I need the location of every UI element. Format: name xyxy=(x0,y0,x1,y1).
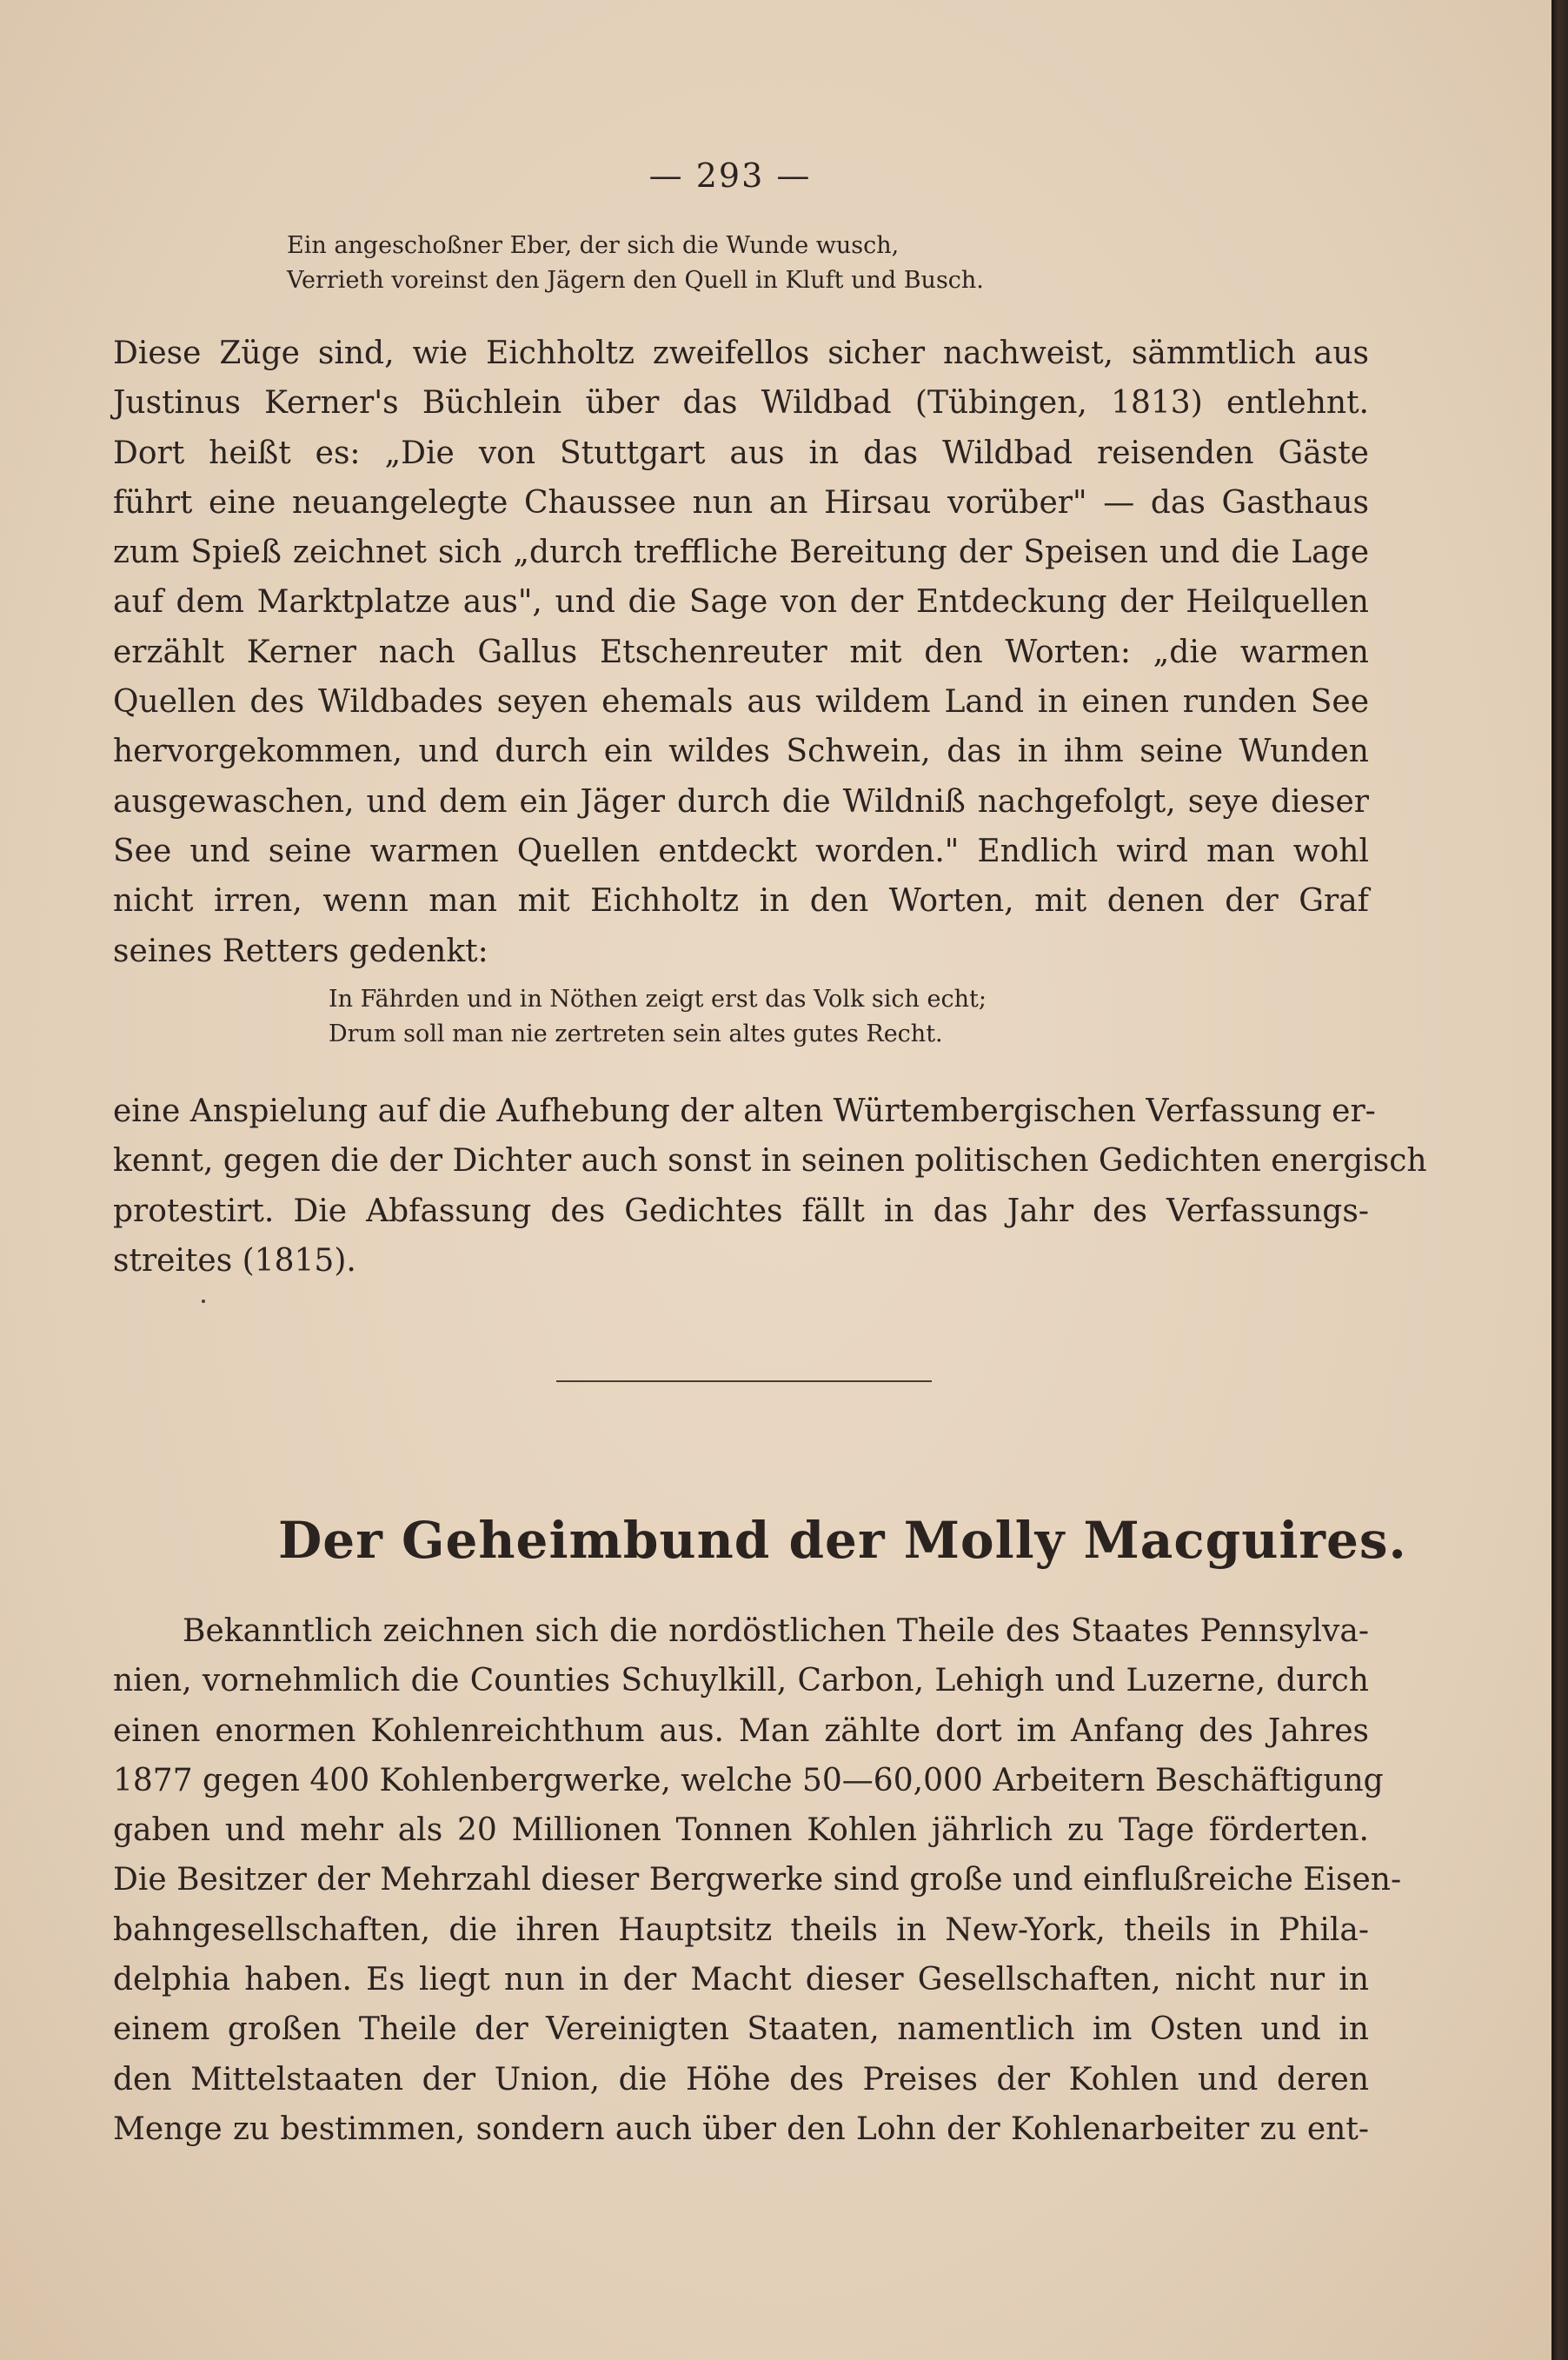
text-line: protestirt. Die Abfassung des Gedichtes fällt in das Jahr des Verfassungs- xyxy=(113,1193,1369,1229)
verse-quote-2 xyxy=(329,982,987,1052)
text-line: nicht irren, wenn man mit Eichholtz in den Worten, mit denen der Graf xyxy=(113,883,1369,920)
text-line: Justinus Kerner's Büchlein über das Wildbad (Tübingen, 1813) entlehnt. xyxy=(113,385,1369,422)
text-line: seines Retters gedenkt: xyxy=(113,933,488,969)
text-line: ausgewaschen, und dem ein Jäger durch die Wildniß nachgefolgt, seye dieser xyxy=(113,783,1369,820)
text-line: erzählt Kerner nach Gallus Etschenreuter mit den Worten: „die warmen xyxy=(113,634,1369,670)
ink-speck xyxy=(202,1300,205,1303)
text-line: See und seine warmen Quellen entdeckt worden." Endlich wird man wohl xyxy=(113,833,1369,869)
text-line: auf dem Marktplatze aus", und die Sage von der Entdeckung der Heilquellen xyxy=(113,584,1369,621)
verse-line: Ein angeschoßner Eber, der sich die Wunde wusch, xyxy=(287,232,900,259)
text-line: kennt, gegen die der Dichter auch sonst in seinen politischen Gedichten energisch xyxy=(113,1143,1427,1180)
text-line: Die Besitzer der Mehrzahl dieser Bergwerke sind große und einflußreiche Eisen- xyxy=(113,1862,1402,1898)
section-heading: Der Geheimbund der Molly Macguires. xyxy=(278,1511,1407,1570)
text-line: gaben und mehr als 20 Millionen Tonnen Kohlen jährlich zu Tage förderten. xyxy=(113,1812,1369,1849)
text-line: Quellen des Wildbades seyen ehemals aus wildem Land in einen runden See xyxy=(113,684,1369,721)
text-line: den Mittelstaaten der Union, die Höhe des Preises der Kohlen und deren xyxy=(113,2061,1369,2097)
text-line: Menge zu bestimmen, sondern auch über den Lohn der Kohlenarbeiter zu ent- xyxy=(113,2111,1369,2147)
text-line: einem großen Theile der Vereinigten Staaten, namentlich im Osten und in xyxy=(113,2011,1369,2048)
section-divider xyxy=(556,1380,932,1382)
paragraph-3 xyxy=(113,1606,1402,2154)
text-line: bahngesellschaften, die ihren Hauptsitz theils in New-York, theils in Phila- xyxy=(113,1911,1369,1948)
text-line: streites (1815). xyxy=(113,1242,356,1279)
text-line: einen enormen Kohlenreichthum aus. Man zählte dort im Anfang des Jahres xyxy=(113,1712,1369,1749)
verse-quote-1 xyxy=(287,229,984,298)
paragraph-1 xyxy=(113,329,1369,976)
text-line: hervorgekommen, und durch ein wildes Schwein, das in ihm seine Wunden xyxy=(113,734,1369,770)
verse-line: Drum soll man nie zertreten sein altes gutes Recht. xyxy=(329,1020,943,1047)
text-line: Diese Züge sind, wie Eichholtz zweifellos sicher nachweist, sämmtlich aus xyxy=(113,336,1369,371)
page-number: — 293 — xyxy=(648,156,812,195)
book-spine-edge xyxy=(1551,0,1568,2360)
text-line: eine Anspielung auf die Aufhebung der alten Würtembergischen Verfassung er- xyxy=(113,1094,1376,1129)
verse-line: In Fährden und in Nöthen zeigt erst das Volk sich echt; xyxy=(329,986,987,1013)
text-line: 1877 gegen 400 Kohlenbergwerke, welche 50—60,000 Arbeitern Beschäftigung xyxy=(113,1762,1384,1798)
verse-line: Verrieth voreinst den Jägern den Quell in Kluft und Busch. xyxy=(287,267,984,294)
text-line: führt eine neuangelegte Chaussee nun an Hirsau vorüber" — das Gasthaus xyxy=(113,484,1369,521)
paragraph-2 xyxy=(113,1087,1427,1286)
text-line: Bekanntlich zeichnen sich die nordöstlichen Theile des Staates Pennsylva- xyxy=(183,1613,1369,1649)
text-line: zum Spieß zeichnet sich „durch treffliche Bereitung der Speisen und die Lage xyxy=(113,535,1369,571)
text-line: delphia haben. Es liegt nun in der Macht dieser Gesellschaften, nicht nur in xyxy=(113,1962,1369,1998)
text-line: Dort heißt es: „Die von Stuttgart aus in das Wildbad reisenden Gäste xyxy=(113,435,1369,471)
text-line: nien, vornehmlich die Counties Schuylkill, Carbon, Lehigh und Luzerne, durch xyxy=(113,1663,1369,1699)
